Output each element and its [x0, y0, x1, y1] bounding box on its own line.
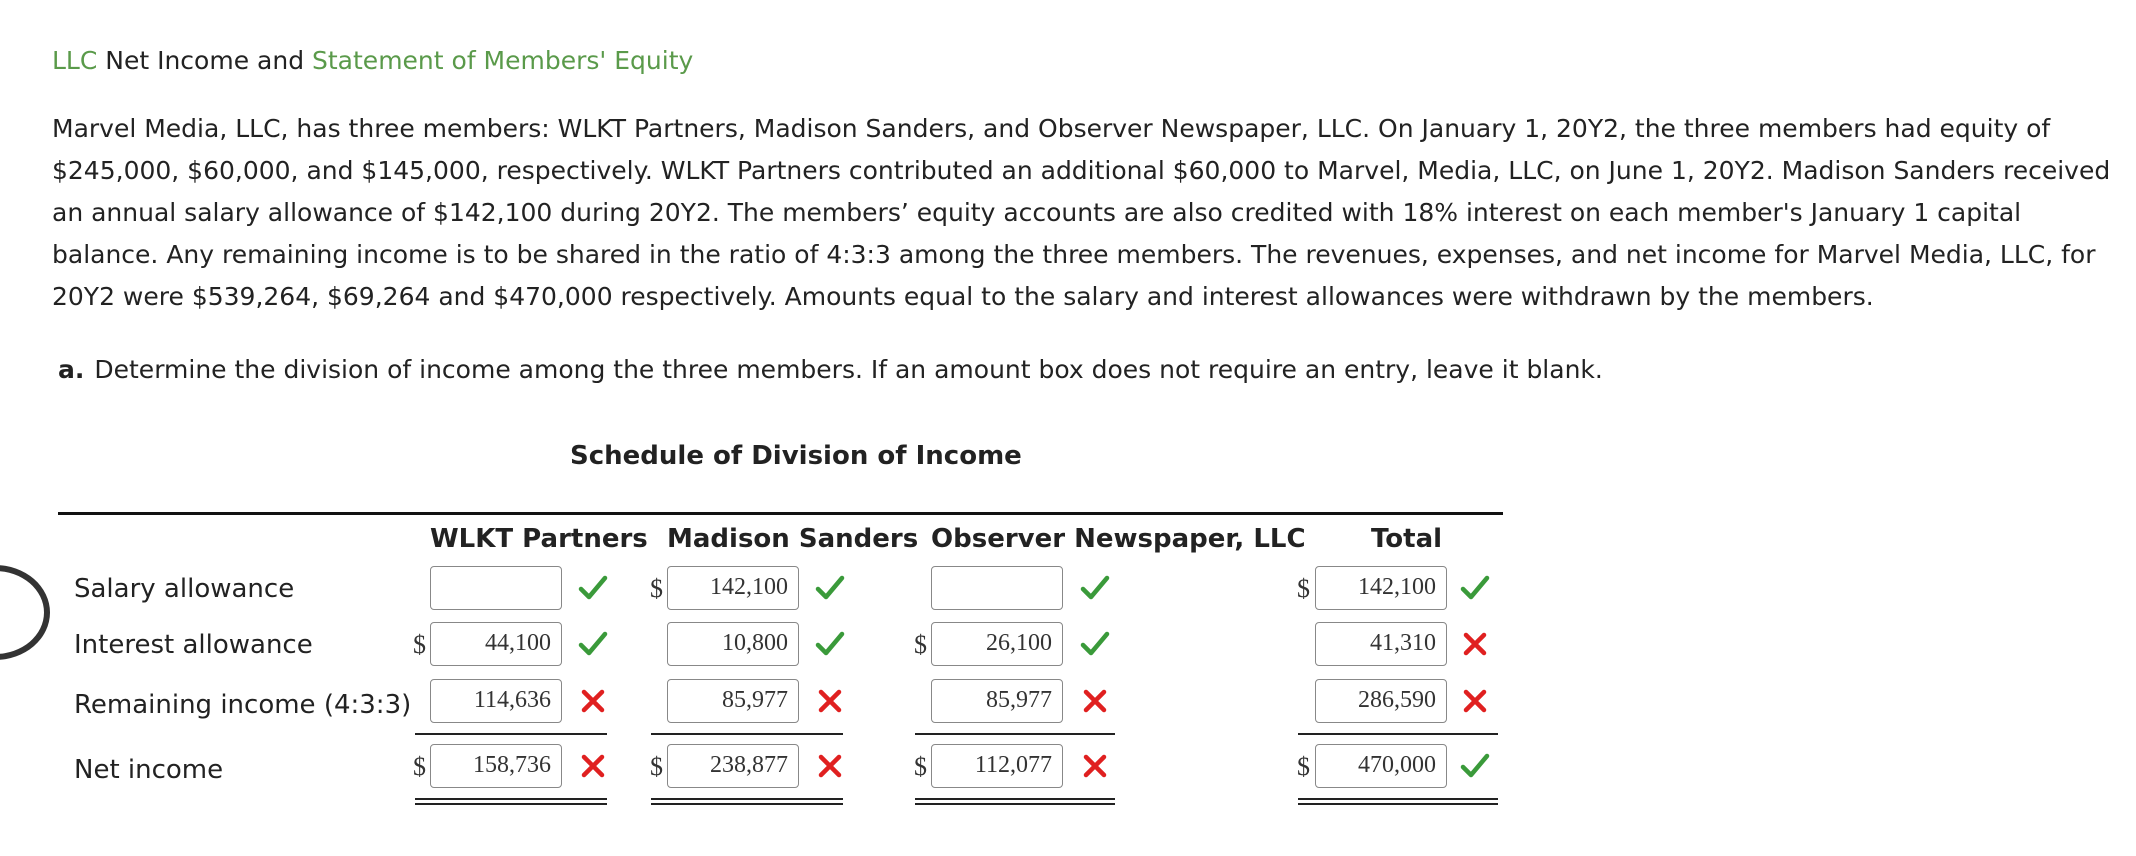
dollar-sign: $: [914, 630, 927, 659]
cross-icon: [578, 751, 608, 781]
subtotal-rule: [415, 733, 607, 735]
check-icon: [815, 573, 845, 603]
cross-icon: [1460, 629, 1490, 659]
amount-input-interest-observer[interactable]: 26,100: [931, 622, 1063, 666]
dollar-sign: $: [650, 574, 663, 603]
amount-input-salary-wlkt[interactable]: [430, 566, 562, 610]
page-title: [52, 46, 693, 75]
amount-input-salary-observer[interactable]: [931, 566, 1063, 610]
amount-input-remaining-observer[interactable]: 85,977: [931, 679, 1063, 723]
cross-icon: [1080, 751, 1110, 781]
check-icon: [815, 629, 845, 659]
column-header-wlkt: WLKT Partners: [430, 524, 648, 554]
amount-input-net-wlkt[interactable]: 158,736: [430, 744, 562, 788]
column-header-observer: Observer Newspaper, LLC: [931, 524, 1306, 554]
title-equity-link[interactable]: Statement of Members' Equity: [312, 46, 694, 75]
check-icon: [578, 629, 608, 659]
navigation-circle-button[interactable]: [0, 565, 50, 660]
subtotal-rule: [651, 733, 843, 735]
total-double-rule: [415, 798, 607, 805]
total-double-rule: [651, 798, 843, 805]
check-icon: [578, 573, 608, 603]
question-prompt: [58, 355, 1603, 384]
amount-input-salary-total[interactable]: 142,100: [1315, 566, 1447, 610]
dollar-sign: $: [1297, 752, 1310, 781]
amount-input-net-total[interactable]: 470,000: [1315, 744, 1447, 788]
schedule-title: Schedule of Division of Income: [570, 441, 1022, 471]
amount-input-interest-wlkt[interactable]: 44,100: [430, 622, 562, 666]
row-label-net-income: Net income: [74, 755, 224, 785]
dollar-sign: $: [914, 752, 927, 781]
subtotal-rule: [1298, 733, 1498, 735]
row-label-salary: Salary allowance: [74, 574, 295, 604]
check-icon: [1460, 573, 1490, 603]
amount-input-salary-madison[interactable]: 142,100: [667, 566, 799, 610]
question-letter: a.: [58, 355, 85, 384]
check-icon: [1080, 629, 1110, 659]
amount-input-net-madison[interactable]: 238,877: [667, 744, 799, 788]
title-llc-link[interactable]: LLC: [52, 46, 98, 75]
cross-icon: [1080, 686, 1110, 716]
amount-input-net-observer[interactable]: 112,077: [931, 744, 1063, 788]
cross-icon: [815, 751, 845, 781]
amount-input-remaining-total[interactable]: 286,590: [1315, 679, 1447, 723]
check-icon: [1460, 751, 1490, 781]
cross-icon: [1460, 686, 1490, 716]
cross-icon: [578, 686, 608, 716]
dollar-sign: $: [413, 752, 426, 781]
dollar-sign: $: [413, 630, 426, 659]
check-icon: [1080, 573, 1110, 603]
problem-paragraph: Marvel Media, LLC, has three members: WLKT Partners, Madison Sanders, and Observer Newspaper, LLC. On January 1, 20Y2, the three members had equity of $245,000, $60,000, and $145,000, respectively. WLKT Partners contributed an additional $60,000 to Marvel, Media, LLC, on June 1, 20Y2. Madison Sanders received an annual salary allowance of $142,100 during 20Y2. The members’ equity accounts are also credited with 18% interest on each member's January 1 capital balance. Any remaining income is to be shared in the ratio of 4:3:3 among the three members. The revenues, expenses, and net income for Marvel Media, LLC, for 20Y2 were $539,264, $69,264 and $470,000 respectively. Amounts equal to the salary and interest allowances were withdrawn by the members.: [52, 114, 2111, 311]
column-header-total: Total: [1371, 524, 1443, 554]
row-label-remaining: Remaining income (4:3:3): [74, 690, 412, 720]
amount-input-remaining-wlkt[interactable]: 114,636: [430, 679, 562, 723]
total-double-rule: [1298, 798, 1498, 805]
amount-input-interest-total[interactable]: 41,310: [1315, 622, 1447, 666]
schedule-top-rule: [58, 512, 1503, 515]
cross-icon: [815, 686, 845, 716]
column-header-madison: Madison Sanders: [667, 524, 919, 554]
row-label-interest: Interest allowance: [74, 630, 313, 660]
amount-input-remaining-madison[interactable]: 85,977: [667, 679, 799, 723]
question-text: Determine the division of income among the three members. If an amount box does not require an entry, leave it blank.: [94, 355, 1603, 384]
dollar-sign: $: [650, 752, 663, 781]
amount-input-interest-madison[interactable]: 10,800: [667, 622, 799, 666]
title-middle-text: Net Income and: [97, 46, 313, 75]
dollar-sign: $: [1297, 574, 1310, 603]
total-double-rule: [915, 798, 1115, 805]
subtotal-rule: [915, 733, 1115, 735]
